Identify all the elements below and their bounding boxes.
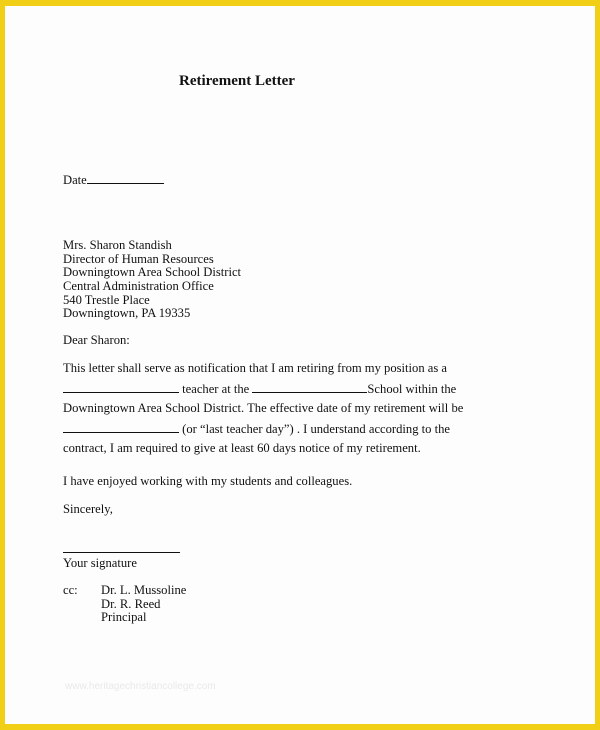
paragraph1-line4 bbox=[63, 421, 450, 436]
cc-recipient-1: Dr. L. Mussoline bbox=[101, 583, 187, 597]
position-blank bbox=[63, 381, 179, 393]
date-label: Date bbox=[63, 173, 87, 187]
cc-label: cc: bbox=[63, 583, 78, 597]
signature-label: Your signature bbox=[63, 556, 137, 570]
document-title: Retirement Letter bbox=[179, 73, 295, 89]
signature-rule bbox=[63, 552, 180, 553]
salutation: Dear Sharon: bbox=[63, 333, 130, 347]
recipient-title: Director of Human Resources bbox=[63, 252, 214, 266]
paragraph1-line2-end: School within the bbox=[367, 382, 457, 396]
recipient-city: Downingtown, PA 19335 bbox=[63, 306, 191, 320]
date-line bbox=[63, 172, 164, 187]
cc-recipient-2: Dr. R. Reed bbox=[101, 597, 161, 611]
document-page bbox=[5, 6, 595, 724]
watermark: www.heritagechristiancollege.com bbox=[65, 681, 216, 692]
school-blank bbox=[252, 381, 367, 393]
paragraph2: I have enjoyed working with my students and colleagues. bbox=[63, 474, 353, 488]
recipient-office: Central Administration Office bbox=[63, 279, 214, 293]
recipient-street: 540 Trestle Place bbox=[63, 293, 150, 307]
paragraph1-line1: This letter shall serve as notification that I am retiring from my position as a bbox=[63, 361, 448, 375]
recipient-name: Mrs. Sharon Standish bbox=[63, 238, 172, 252]
paragraph1-line2-middle: teacher at the bbox=[179, 382, 253, 396]
paragraph1-line2 bbox=[63, 381, 456, 396]
paragraph1-line3: Downingtown Area School District. The effective date of my retirement will be bbox=[63, 401, 464, 415]
cc-recipient-3: Principal bbox=[101, 610, 147, 624]
retirement-date-blank bbox=[63, 421, 179, 433]
paragraph1-line5: contract, I am required to give at least 60 days notice of my retirement. bbox=[63, 441, 421, 455]
closing: Sincerely, bbox=[63, 502, 113, 516]
date-blank bbox=[87, 172, 164, 184]
recipient-organization: Downingtown Area School District bbox=[63, 265, 242, 279]
paragraph1-line4-end: (or “last teacher day”) . I understand according to the bbox=[179, 422, 450, 436]
